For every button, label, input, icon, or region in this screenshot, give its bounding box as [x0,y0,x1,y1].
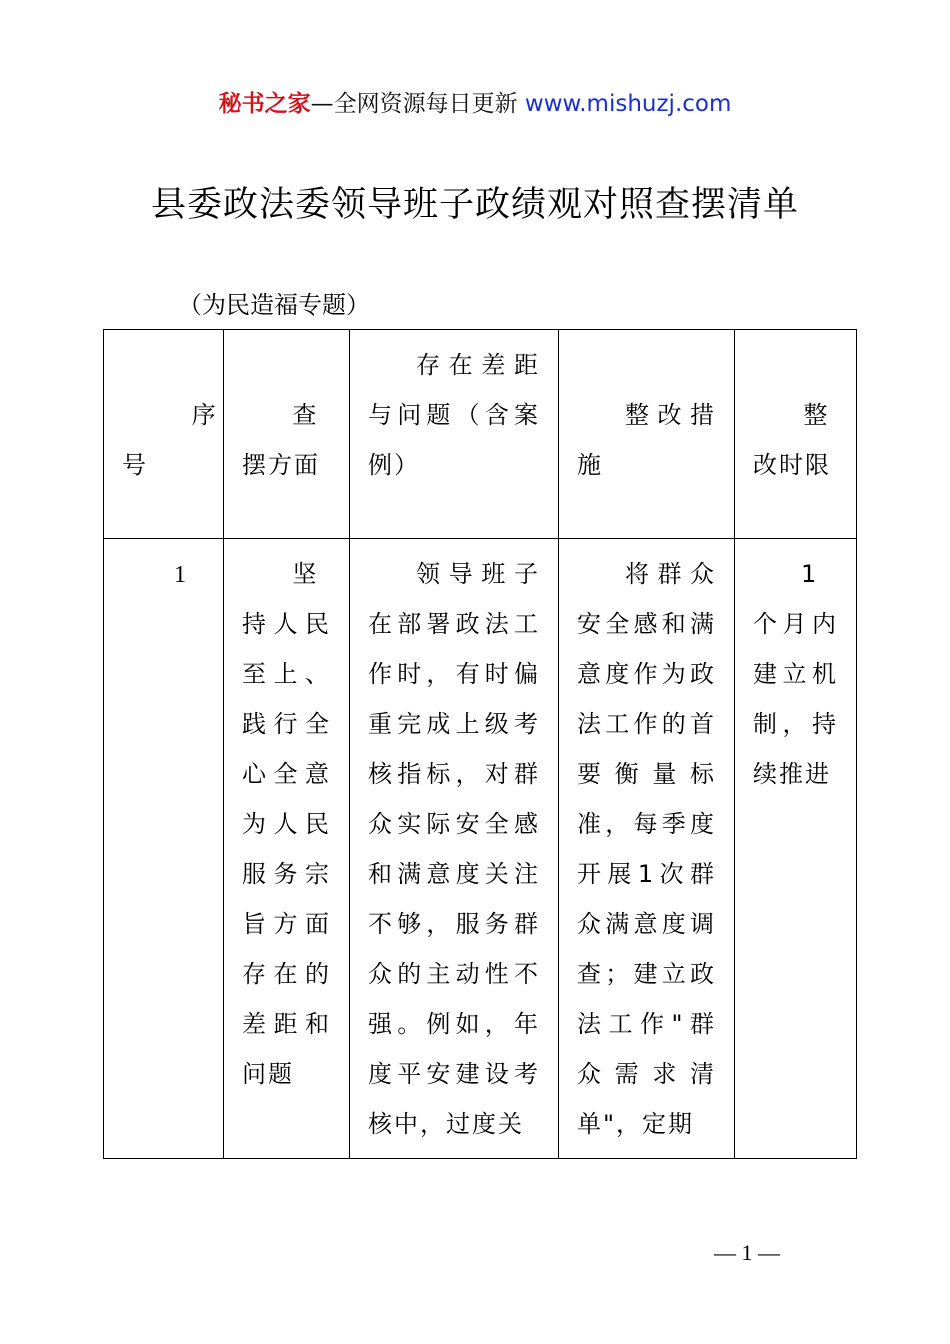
checklist-table [103,329,857,1159]
table-header-row [104,330,857,539]
header-index: 序号 [104,330,224,539]
document-subtitle: （为民造福专题） [178,291,370,319]
row-aspect: 坚持人民至上、践行全心全意为人民服务宗旨方面存在的差距和问题 [224,539,350,1159]
brand-name: 秘书之家 [218,91,311,117]
header-aspect: 查摆方面 [224,330,350,539]
row-measure: 将群众安全感和满意度作为政法工作的首要衡量标准，每季度开展1次群众满意度调查；建立政法工作"群众需求清单"，定期 [559,539,735,1159]
row-problem: 领导班子在部署政法工作时，有时偏重完成上级考核指标，对群众实际安全感和满意度关注不够，服务群众的主动性不强。例如，年度平安建设考核中，过度关 [350,539,559,1159]
row-deadline: 1个月内建立机制，持续推进 [735,539,857,1159]
banner-tagline: —全网资源每日更新 [310,91,518,117]
banner-url-link[interactable]: www.mishuzj.com [524,91,732,117]
site-banner [0,88,950,120]
header-deadline: 整改时限 [735,330,857,539]
page-number: — 1 — [714,1240,780,1265]
row-index: 1 [104,539,224,1159]
table-row [104,539,857,1159]
document-title: 县委政法委领导班子政绩观对照查摆清单 [150,185,799,225]
header-measure: 整改措施 [559,330,735,539]
header-problem: 存在差距与问题（含案例） [350,330,559,539]
